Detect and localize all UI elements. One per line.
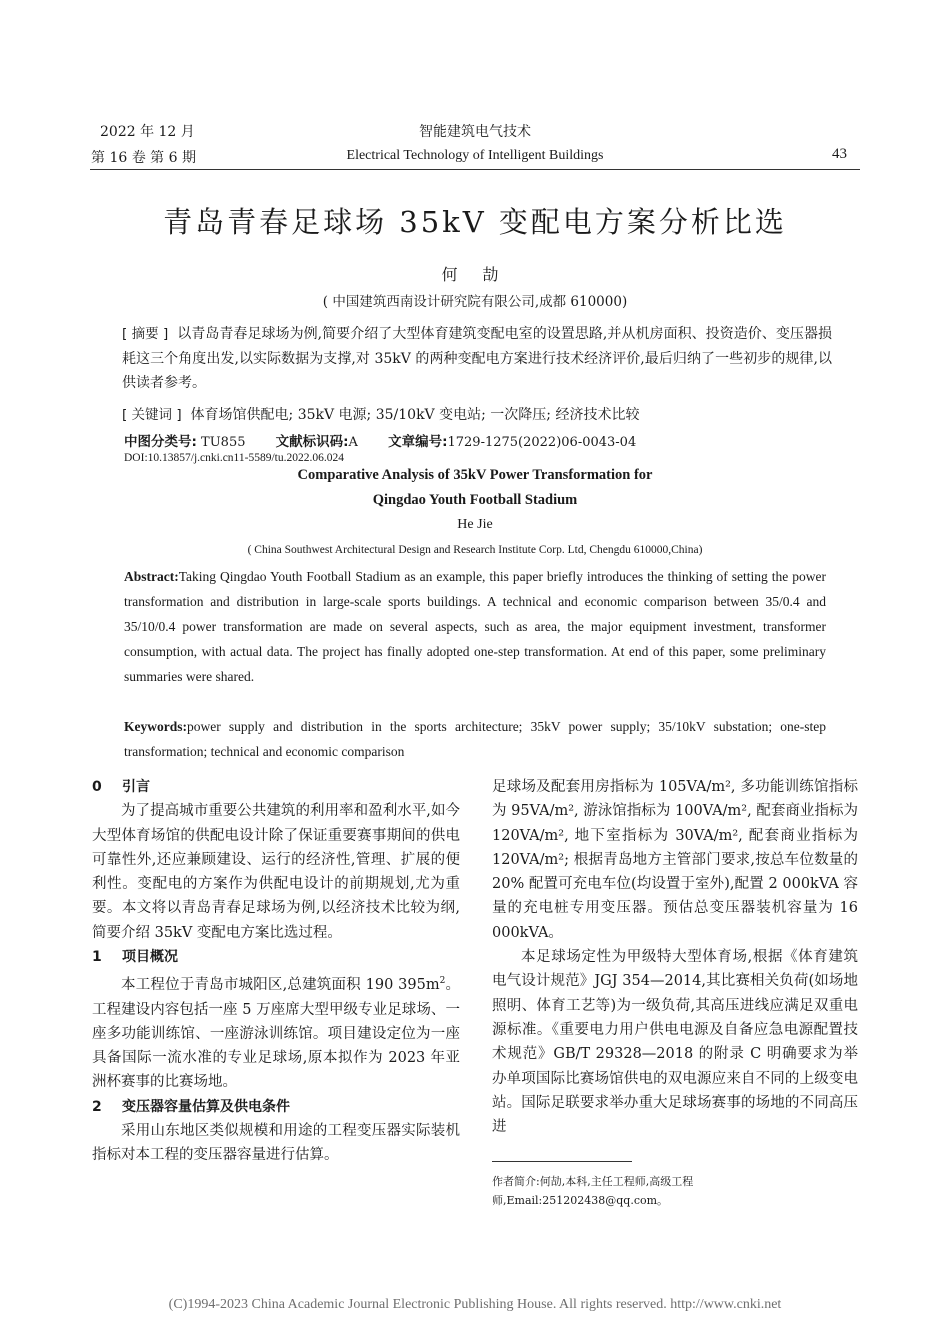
header-rule bbox=[90, 169, 860, 170]
keywords-cn-text: 体育场馆供配电; 35kV 电源; 35/10kV 变电站; 一次降压; 经济技术比较 bbox=[190, 407, 640, 423]
keywords-cn-label: [ 关键词 ] bbox=[122, 407, 182, 423]
left-column bbox=[92, 775, 460, 1168]
keywords-cn bbox=[122, 403, 832, 428]
copyright-line: (C)1994-2023 China Academic Journal Electronic Publishing House. All rights reserved. http://www.cnki.net bbox=[168, 1297, 782, 1312]
doi: DOI:10.13857/j.cnki.cn11-5589/tu.2022.06.024 bbox=[124, 452, 344, 464]
section-0-paragraph: 为了提高城市重要公共建筑的利用率和盈利水平,如今大型体育场馆的供配电设计除了保证重要赛事期间的供电可靠性外,还应兼顾建设、运行的经济性,管理、扩展的便利性。变配电的方案作为供配电设计的前期规划,尤为重要。本文将以青岛青春足球场为例,以经济技术比较为纲,简要介绍 35kV 变配电方案比选过程。 bbox=[92, 803, 460, 941]
doc-code-value: A bbox=[348, 435, 358, 450]
right-column bbox=[492, 775, 858, 1139]
issue-date: 2022 年 12 月 bbox=[100, 124, 195, 140]
english-author: He Jie bbox=[457, 517, 493, 532]
journal-title-en: Electrical Technology of Intelligent Buildings bbox=[346, 148, 604, 163]
author-footnote: 作者简介:何劼,本科,主任工程师,高级工程师,Email:251202438@qq.com。 bbox=[492, 1175, 694, 1207]
doc-code-label: 文献标识码: bbox=[275, 434, 349, 450]
keywords-en-label: Keywords: bbox=[124, 719, 187, 734]
article-number-label: 文章编号: bbox=[388, 434, 448, 450]
clc-value: TU855 bbox=[201, 435, 246, 450]
clc-label: 中图分类号: bbox=[124, 434, 197, 450]
section-2-paragraph-2: 足球场及配套用房指标为 105VA/m², 多功能训练馆指标为 95VA/m², 游泳馆指标为 100VA/m², 配套商业指标为 120VA/m², 地下室指标为 30VA/m², 配套商业指标为 120VA/m²; 根据青岛地方主管部门要求,按总车位数量的 20% 配置可充电车位(均设置于室外),配置 2 000kVA 容量的充电桩专用变压器。预估总变压器装机容量为 16 000kVA。 bbox=[492, 779, 858, 941]
article-number-value: 1729-1275(2022)06-0043-04 bbox=[447, 435, 637, 450]
issue-volume: 第 16 卷 第 6 期 bbox=[91, 150, 196, 166]
section-2-heading: 2 变压器容量估算及供电条件 bbox=[92, 1098, 290, 1115]
abstract-en-label: Abstract: bbox=[124, 569, 179, 584]
english-affiliation: ( China Southwest Architectural Design and Research Institute Corp. Ltd, Chengdu 610000,China) bbox=[247, 544, 703, 556]
paper-author: 何 劼 bbox=[441, 265, 509, 284]
abstract-en-text: Taking Qingdao Youth Football Stadium as an example, this paper briefly introduces the thinking of setting the power transformation and distribution in large-scale sports buildings. A technical and economic comparison between 35/0.4 and 35/10/0.4 power transformation are made on several aspects, such as area, the major equipment investment, transformer consumption, with actual data. The project has finally adopted one-step transformation. At end of this paper, some preliminary summaries were shared. bbox=[124, 569, 826, 684]
page-number: 43 bbox=[832, 146, 847, 162]
journal-title-cn: 智能建筑电气技术 bbox=[419, 124, 531, 140]
abstract-cn-text: 以青岛青春足球场为例,简要介绍了大型体育建筑变配电室的设置思路,并从机房面积、投资造价、变压器损耗这三个角度出发,以实际数据为支撑,对 35kV 的两种变配电方案进行技术经济评价,最后归纳了一些初步的规律,以供读者参考。 bbox=[122, 326, 832, 391]
footnote-rule bbox=[492, 1161, 632, 1162]
abstract-cn bbox=[122, 322, 832, 396]
abstract-cn-label: [ 摘要 ] bbox=[122, 326, 169, 342]
section-2-paragraph-3: 本足球场定性为甲级特大型体育场,根据《体育建筑电气设计规范》JGJ 354—2014,其比赛相关负荷(如场地照明、体育工艺等)为一级负荷,其高压进线应满足双重电源标准。《重要电力用户供电电源及自备应急电源配置技术规范》GB/T 29328—2018 的附录 C 明确要求为举办单项国际比赛场馆供电的双电源应来自不同的上级变电站。国际足联要求举办重大足球场赛事的场地的不同高压进 bbox=[492, 949, 858, 1136]
keywords-en-text: power supply and distribution in the sports architecture; 35kV power supply; 35/10kV substation; one-step transformation; technical and economic comparison bbox=[124, 719, 826, 759]
abstract-en bbox=[124, 564, 826, 689]
keywords-en bbox=[124, 714, 826, 764]
section-1-paragraph: 本工程位于青岛市城阳区,总建筑面积 190 $395m^2$。工程建设内容包括一座 5 万座席大型甲级专业足球场、一座多功能训练馆、一座游泳训练馆。项目建设定位为一座具备国际一流水准的专业足球场,原本拟作为 2023 年亚洲杯赛事的比赛场地。 bbox=[92, 976, 461, 1091]
english-title-line1: Comparative Analysis of 35kV Power Transformation for bbox=[297, 467, 653, 483]
author-affiliation: ( 中国建筑西南设计研究院有限公司,成都 610000) bbox=[322, 294, 628, 310]
section-2-paragraph-1: 采用山东地区类似规模和用途的工程变压器实际装机指标对本工程的变压器容量进行估算。 bbox=[92, 1122, 460, 1164]
classification-line bbox=[124, 430, 662, 450]
paper-title: 青岛青春足球场 35kV 变配电方案分析比选 bbox=[163, 205, 787, 239]
section-0-heading: 0 引言 bbox=[92, 779, 150, 795]
section-1-heading: 1 项目概况 bbox=[92, 949, 178, 966]
english-title-line2: Qingdao Youth Football Stadium bbox=[372, 492, 578, 508]
